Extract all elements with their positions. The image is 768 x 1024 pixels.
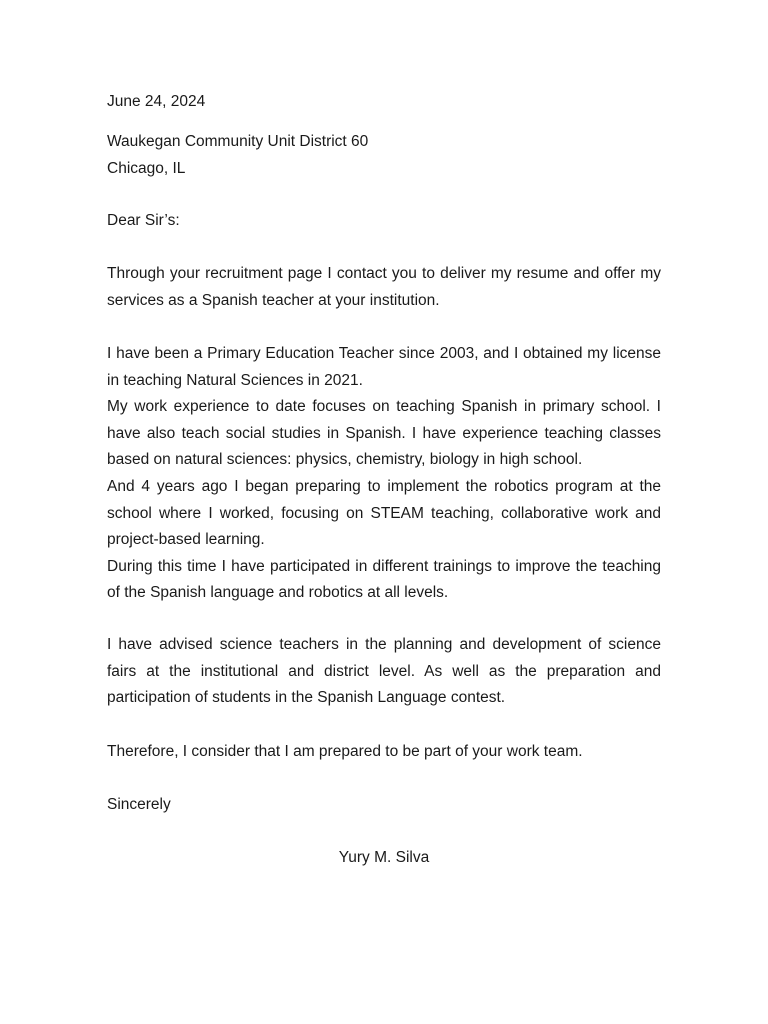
body-paragraph-2 [107,341,661,607]
paragraph-text: Therefore, I consider that I am prepared to be part of your work team. [107,743,583,760]
body-paragraph-4 [107,739,661,766]
recipient-line-2: Chicago, IL [107,159,186,177]
closing: Sincerely [107,796,171,813]
paragraph-text: I have advised science teachers in the planning and development of science fairs at the institutional and district level. As well as the preparation and participation of students in the Spanish Language contest. [107,636,661,707]
body-paragraph-1 [107,261,661,314]
body-paragraph-3 [107,632,661,712]
paragraph-text: Through your recruitment page I contact you to deliver my resume and offer my services as a Spanish teacher at your institution. [107,265,661,309]
paragraph-line: I have been a Primary Education Teacher since 2003, and I obtained my license in teaching Natural Sciences in 2021. [107,345,661,389]
letter-date: June 24, 2024 [107,93,206,110]
paragraph-line: During this time I have participated in different trainings to improve the teaching of the Spanish language and robotics at all levels. [107,557,661,602]
paragraph-line: My work experience to date focuses on teaching Spanish in primary school. I have also teach social studies in Spanish. I have experience teaching classes based on natural sciences: physics, chemistry, biology in high school. [107,398,661,469]
paragraph-line: And 4 years ago I began preparing to implement the robotics program at the school where I worked, focusing on STEAM teaching, collaborative work and project-based learning. [107,477,661,549]
signature-name: Yury M. Silva [338,849,430,866]
recipient-address [107,129,368,182]
recipient-line-1: Waukegan Community Unit District 60 [107,133,369,150]
salutation: Dear Sir’s: [107,212,180,229]
